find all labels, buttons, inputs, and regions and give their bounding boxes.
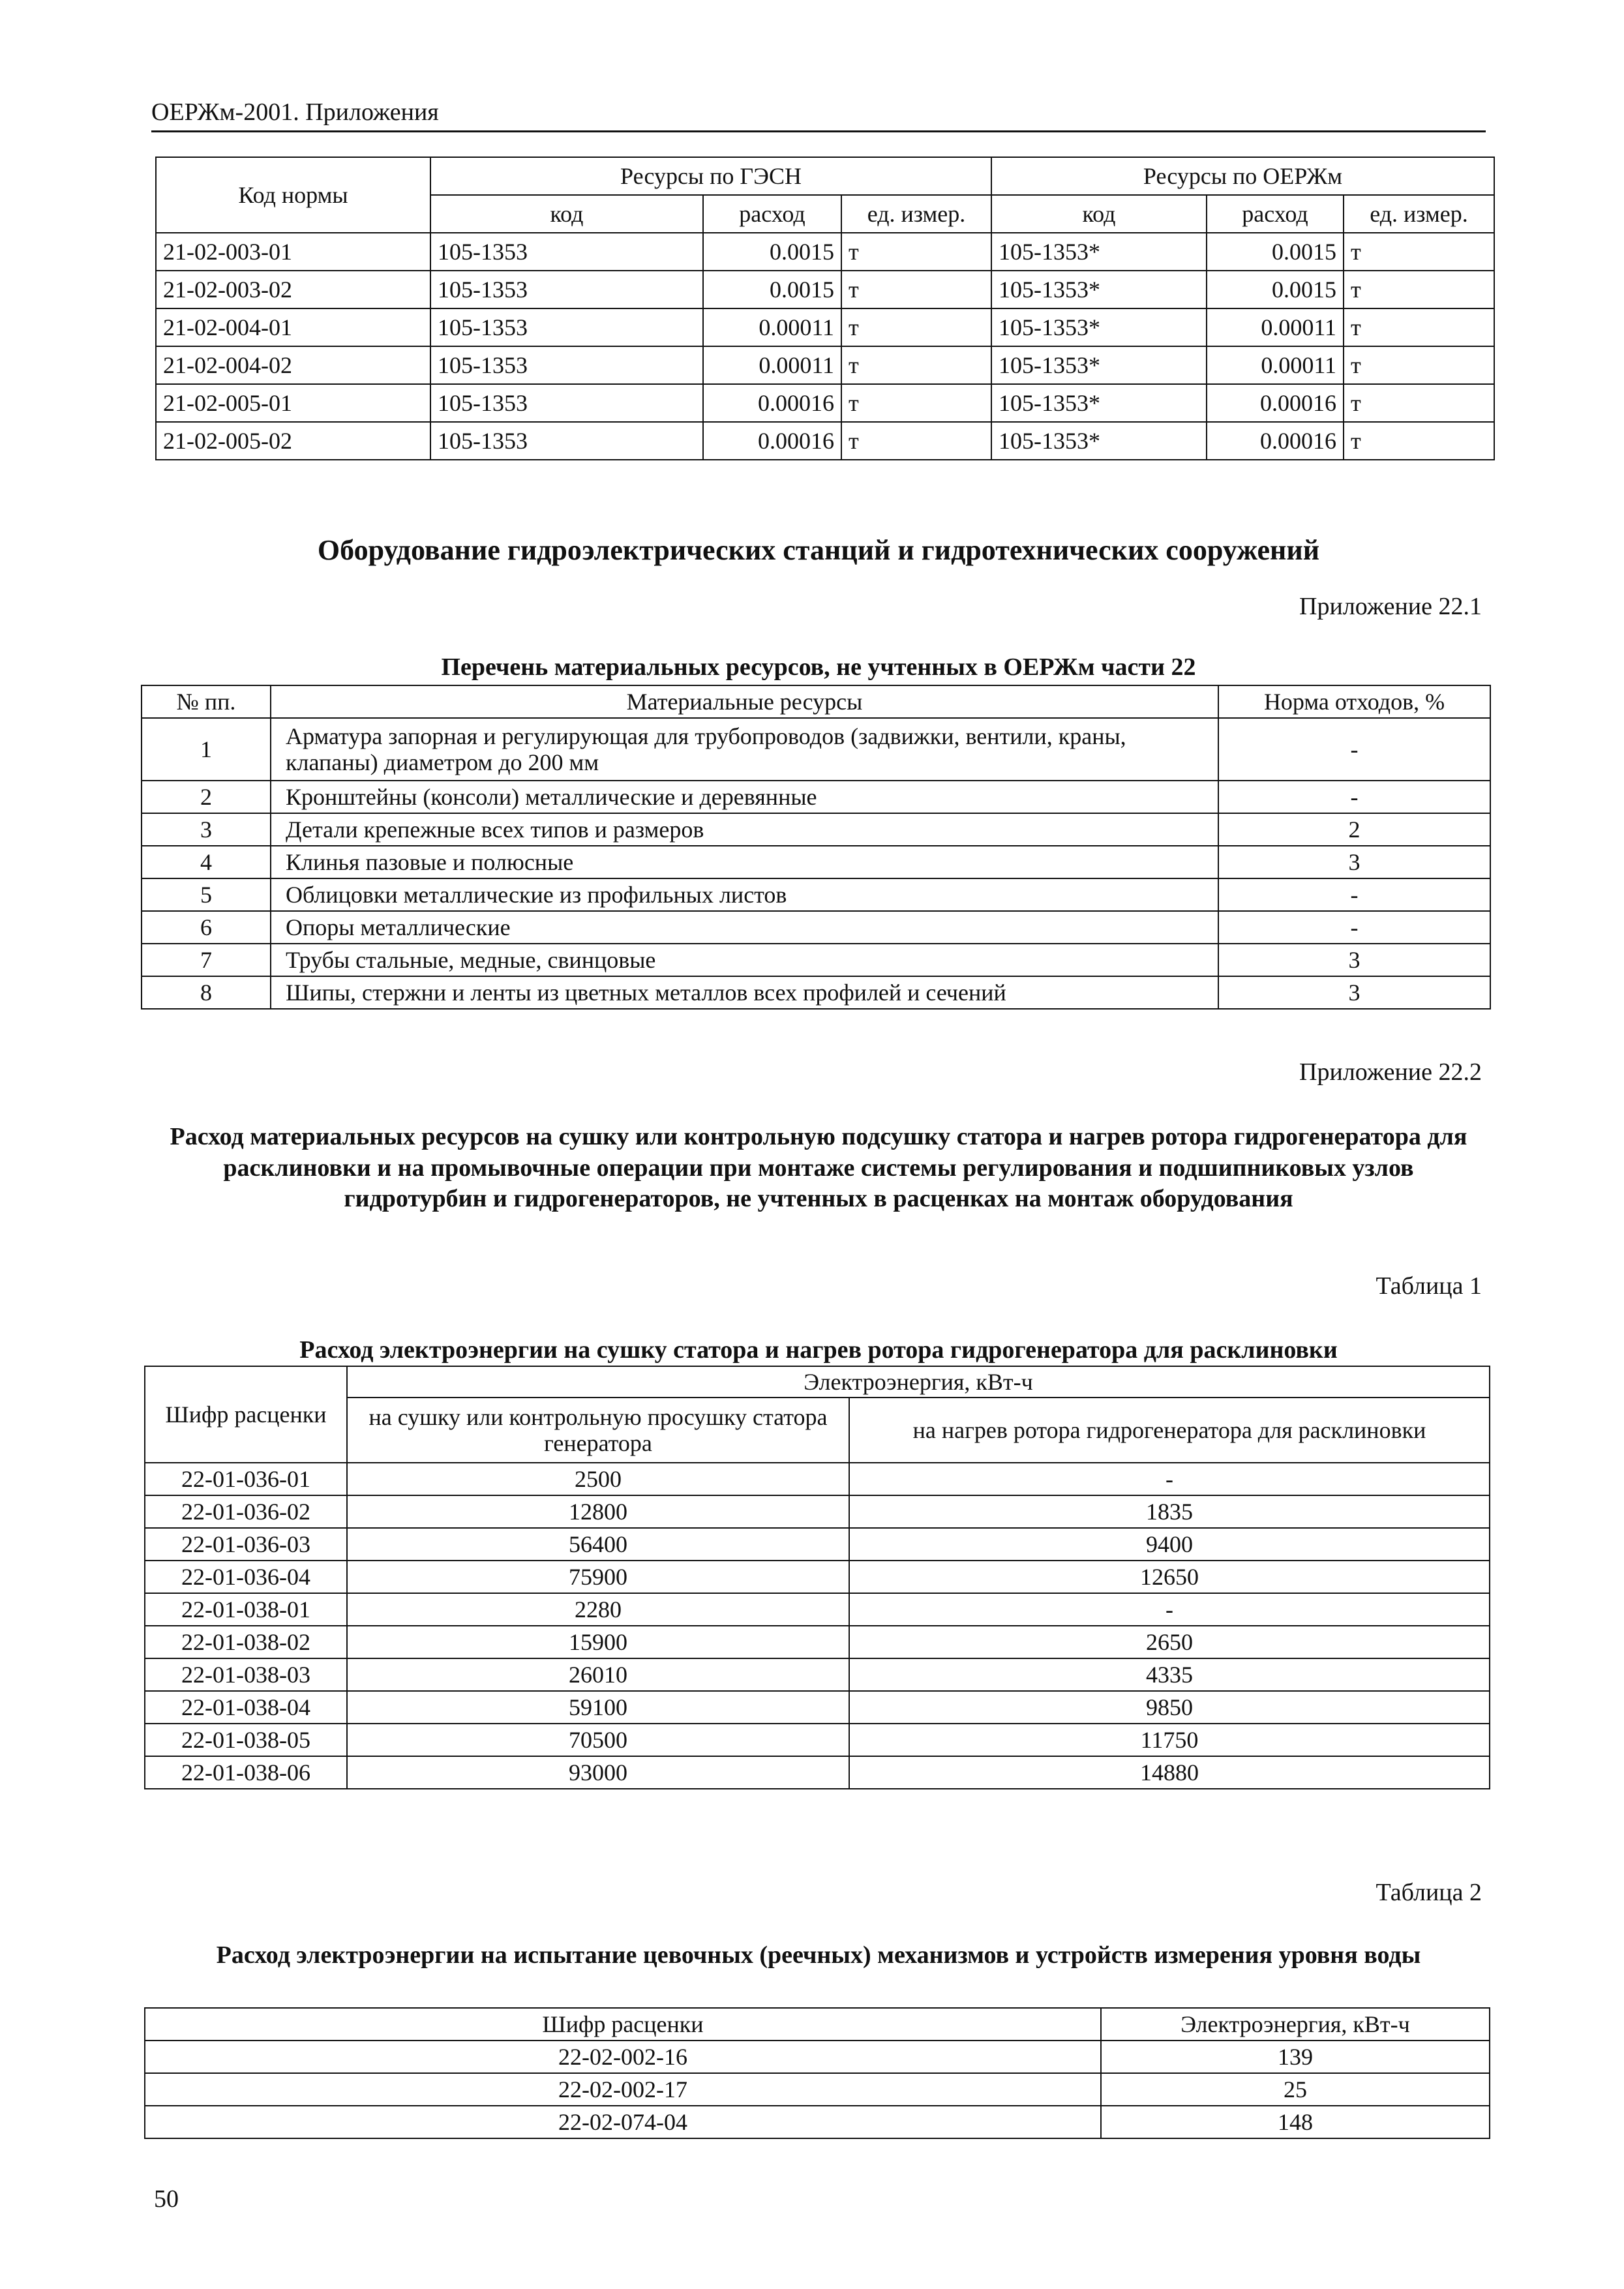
cell-oerzhm-rate: 0.00016	[1207, 384, 1344, 422]
cell-gesn-unit: т	[841, 346, 991, 384]
cell-gesn-rate: 0.00016	[703, 384, 841, 422]
col-code-header: Код нормы	[156, 157, 430, 233]
sub-header-heating: на нагрев ротора гидрогенератора для расклиновки	[849, 1398, 1490, 1463]
cell-heating: 4335	[849, 1658, 1490, 1691]
cell-code: 22-01-038-03	[145, 1658, 347, 1691]
table-row	[145, 1593, 1490, 1626]
table-row	[145, 1626, 1490, 1658]
cell-code: 22-01-036-01	[145, 1463, 347, 1495]
cell-oerzhm-rate: 0.0015	[1207, 271, 1344, 308]
page-number: 50	[154, 2185, 179, 2213]
cell-code: 21-02-005-01	[156, 384, 430, 422]
table-row	[145, 1528, 1490, 1561]
group-gesn-header: Ресурсы по ГЭСН	[430, 157, 991, 195]
cell-heating: 1835	[849, 1495, 1490, 1528]
cell-code: 22-01-038-06	[145, 1756, 347, 1789]
cell-oerzhm-unit: т	[1344, 346, 1494, 384]
table-row	[142, 718, 1490, 781]
cell-gesn-code: 105-1353	[430, 233, 703, 271]
table-2-label: Таблица 2	[1376, 1879, 1482, 1906]
cell-oerzhm-unit: т	[1344, 308, 1494, 346]
cell-heating: 14880	[849, 1756, 1490, 1789]
resources-table	[155, 157, 1495, 460]
appendix-22-1-label: Приложение 22.1	[1299, 593, 1482, 620]
table-row	[142, 781, 1490, 813]
table-row	[156, 271, 1494, 308]
cell-waste: -	[1218, 911, 1490, 944]
cell-heating: -	[849, 1463, 1490, 1495]
cell-code: 22-02-002-17	[145, 2073, 1101, 2106]
cell-code: 22-02-002-16	[145, 2041, 1101, 2073]
col-waste-header: Норма отходов, %	[1218, 685, 1490, 718]
sub-header: ед. измер.	[1344, 195, 1494, 233]
cell-code: 21-02-003-01	[156, 233, 430, 271]
cell-waste: -	[1218, 781, 1490, 813]
cell-number: 3	[142, 813, 271, 846]
cell-number: 6	[142, 911, 271, 944]
cell-code: 22-01-038-01	[145, 1593, 347, 1626]
cell-resource: Опоры металлические	[271, 911, 1218, 944]
cell-drying: 15900	[347, 1626, 849, 1658]
cell-oerzhm-unit: т	[1344, 422, 1494, 460]
col-resources-header: Материальные ресурсы	[271, 685, 1218, 718]
cell-oerzhm-code: 105-1353*	[991, 271, 1207, 308]
cell-resource: Арматура запорная и регулирующая для трубопроводов (задвижки, вентили, краны, клапаны) диаметром до 200 мм	[271, 718, 1218, 781]
cell-resource: Облицовки металлические из профильных листов	[271, 878, 1218, 911]
electricity-drying-table	[144, 1366, 1490, 1789]
cell-heating: 11750	[849, 1724, 1490, 1756]
cell-code: 22-02-074-04	[145, 2106, 1101, 2138]
cell-heating: 9850	[849, 1691, 1490, 1724]
cell-oerzhm-code: 105-1353*	[991, 308, 1207, 346]
cell-oerzhm-rate: 0.00011	[1207, 346, 1344, 384]
table-row	[142, 846, 1490, 878]
material-resources-table	[141, 685, 1491, 1010]
table-row	[142, 878, 1490, 911]
cell-resource: Трубы стальные, медные, свинцовые	[271, 944, 1218, 976]
cell-gesn-unit: т	[841, 422, 991, 460]
cell-code: 21-02-003-02	[156, 271, 430, 308]
col-code-header: Шифр расценки	[145, 1366, 347, 1463]
cell-drying: 70500	[347, 1724, 849, 1756]
cell-gesn-unit: т	[841, 308, 991, 346]
table-row	[145, 1658, 1490, 1691]
cell-oerzhm-rate: 0.00011	[1207, 308, 1344, 346]
cell-gesn-rate: 0.00011	[703, 346, 841, 384]
col-number-header: № пп.	[142, 685, 271, 718]
table-row	[145, 2106, 1490, 2138]
table-2-caption: Расход электроэнергии на испытание цевочных (реечных) механизмов и устройств измерения уровня воды	[216, 1941, 1421, 1969]
cell-gesn-unit: т	[841, 384, 991, 422]
cell-number: 2	[142, 781, 271, 813]
group-oerzhm-header: Ресурсы по ОЕРЖм	[991, 157, 1494, 195]
cell-oerzhm-rate: 0.0015	[1207, 233, 1344, 271]
cell-resource: Шипы, стержни и ленты из цветных металлов всех профилей и сечений	[271, 976, 1218, 1009]
table-row	[156, 233, 1494, 271]
cell-code: 22-01-038-05	[145, 1724, 347, 1756]
cell-waste: 3	[1218, 944, 1490, 976]
cell-resource: Детали крепежные всех типов и размеров	[271, 813, 1218, 846]
appendix-22-1-caption: Перечень материальных ресурсов, не учтенных в ОЕРЖм части 22	[441, 653, 1196, 681]
col-electricity-header: Электроэнергия, кВт-ч	[1101, 2008, 1490, 2041]
sub-header: код	[991, 195, 1207, 233]
cell-heating: 9400	[849, 1528, 1490, 1561]
cell-drying: 59100	[347, 1691, 849, 1724]
table-row	[142, 813, 1490, 846]
table-1-label: Таблица 1	[1376, 1272, 1482, 1300]
cell-gesn-code: 105-1353	[430, 384, 703, 422]
col-code-header: Шифр расценки	[145, 2008, 1101, 2041]
appendix-22-2-caption: Расход материальных ресурсов на сушку или контрольную подсушку статора и нагрев ротора гидрогенератора для расклиновки и на промывочные операции при монтаже системы регулирования и подшипниковых узлов гидротурбин и гидрогенераторов, не учтенных в расценках на монтаж оборудования	[170, 1123, 1467, 1212]
cell-code: 22-01-036-02	[145, 1495, 347, 1528]
cell-number: 7	[142, 944, 271, 976]
table-row	[145, 1724, 1490, 1756]
cell-drying: 2280	[347, 1593, 849, 1626]
cell-electricity: 25	[1101, 2073, 1490, 2106]
cell-heating: 12650	[849, 1561, 1490, 1593]
cell-code: 21-02-004-02	[156, 346, 430, 384]
cell-oerzhm-code: 105-1353*	[991, 384, 1207, 422]
table-row	[145, 1495, 1490, 1528]
cell-number: 8	[142, 976, 271, 1009]
table-row	[145, 2073, 1490, 2106]
cell-heating: -	[849, 1593, 1490, 1626]
cell-gesn-rate: 0.00011	[703, 308, 841, 346]
header-rule	[151, 130, 1486, 132]
sub-header: расход	[703, 195, 841, 233]
table-row	[156, 346, 1494, 384]
cell-resource: Кронштейны (консоли) металлические и деревянные	[271, 781, 1218, 813]
cell-oerzhm-rate: 0.00016	[1207, 422, 1344, 460]
sub-header-drying: на сушку или контрольную просушку статора генератора	[347, 1398, 849, 1463]
cell-waste: 3	[1218, 846, 1490, 878]
cell-gesn-rate: 0.0015	[703, 233, 841, 271]
cell-gesn-unit: т	[841, 233, 991, 271]
cell-gesn-code: 105-1353	[430, 346, 703, 384]
sub-header: ед. измер.	[841, 195, 991, 233]
cell-gesn-rate: 0.0015	[703, 271, 841, 308]
cell-drying: 93000	[347, 1756, 849, 1789]
cell-drying: 26010	[347, 1658, 849, 1691]
cell-resource: Клинья пазовые и полюсные	[271, 846, 1218, 878]
cell-oerzhm-code: 105-1353*	[991, 233, 1207, 271]
cell-gesn-code: 105-1353	[430, 422, 703, 460]
cell-heating: 2650	[849, 1626, 1490, 1658]
cell-oerzhm-unit: т	[1344, 233, 1494, 271]
table-row	[145, 1756, 1490, 1789]
section-title: Оборудование гидроэлектрических станций и гидротехнических сооружений	[317, 534, 1320, 566]
table-row	[142, 911, 1490, 944]
cell-drying: 12800	[347, 1495, 849, 1528]
table-row	[145, 1463, 1490, 1495]
cell-gesn-code: 105-1353	[430, 271, 703, 308]
table-row	[145, 1691, 1490, 1724]
electricity-testing-table	[144, 2007, 1490, 2139]
table-row	[145, 1561, 1490, 1593]
cell-waste: 3	[1218, 976, 1490, 1009]
cell-oerzhm-code: 105-1353*	[991, 422, 1207, 460]
sub-header: код	[430, 195, 703, 233]
table-row	[156, 384, 1494, 422]
cell-code: 22-01-038-04	[145, 1691, 347, 1724]
appendix-22-2-label: Приложение 22.2	[1299, 1058, 1482, 1086]
cell-number: 5	[142, 878, 271, 911]
cell-code: 22-01-038-02	[145, 1626, 347, 1658]
cell-number: 4	[142, 846, 271, 878]
running-head: ОЕРЖм-2001. Приложения	[151, 98, 439, 126]
table-row	[142, 944, 1490, 976]
cell-waste: 2	[1218, 813, 1490, 846]
cell-gesn-code: 105-1353	[430, 308, 703, 346]
cell-number: 1	[142, 718, 271, 781]
cell-electricity: 139	[1101, 2041, 1490, 2073]
table-row	[156, 308, 1494, 346]
cell-drying: 75900	[347, 1561, 849, 1593]
cell-waste: -	[1218, 718, 1490, 781]
cell-gesn-unit: т	[841, 271, 991, 308]
cell-code: 21-02-005-02	[156, 422, 430, 460]
table-1-caption: Расход электроэнергии на сушку статора и нагрев ротора гидрогенератора для расклиновки	[299, 1336, 1338, 1364]
cell-oerzhm-unit: т	[1344, 271, 1494, 308]
cell-drying: 56400	[347, 1528, 849, 1561]
table-row	[145, 2041, 1490, 2073]
cell-code: 21-02-004-01	[156, 308, 430, 346]
table-row	[142, 976, 1490, 1009]
cell-oerzhm-unit: т	[1344, 384, 1494, 422]
sub-header: расход	[1207, 195, 1344, 233]
cell-oerzhm-code: 105-1353*	[991, 346, 1207, 384]
cell-electricity: 148	[1101, 2106, 1490, 2138]
cell-drying: 2500	[347, 1463, 849, 1495]
cell-waste: -	[1218, 878, 1490, 911]
table-row	[156, 422, 1494, 460]
cell-code: 22-01-036-04	[145, 1561, 347, 1593]
group-electricity-header: Электроэнергия, кВт-ч	[347, 1366, 1490, 1398]
cell-gesn-rate: 0.00016	[703, 422, 841, 460]
cell-code: 22-01-036-03	[145, 1528, 347, 1561]
